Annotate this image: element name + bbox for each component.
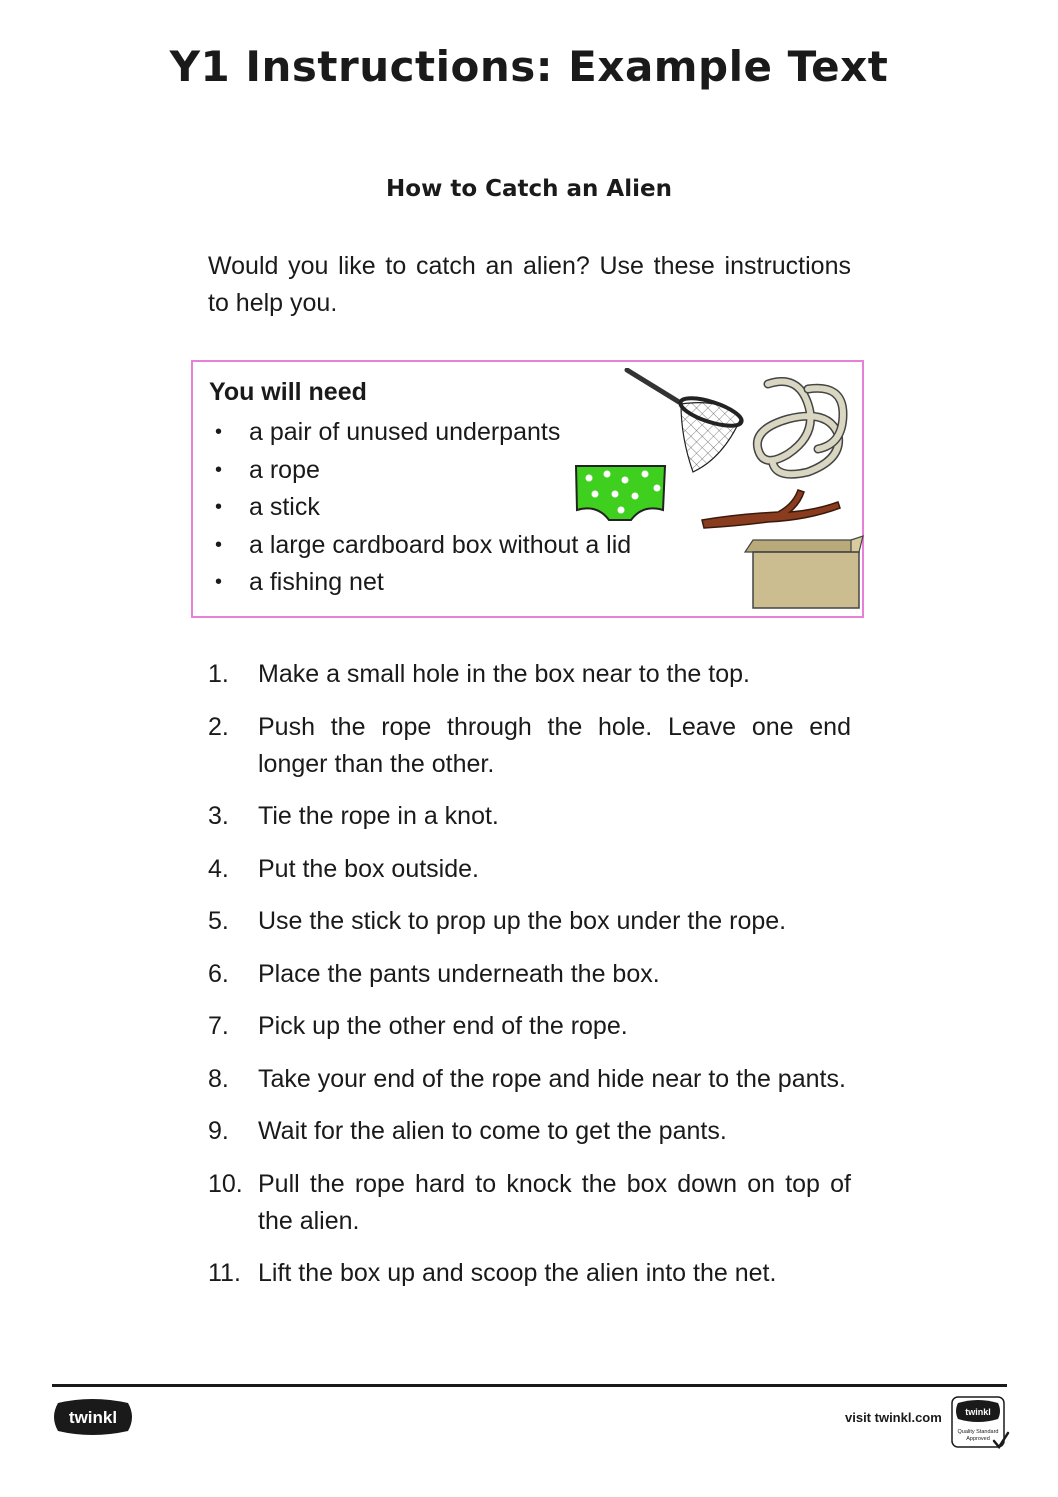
- list-item: 11. Lift the box up and scoop the alien into the net.: [208, 1259, 777, 1287]
- stick-illustration: [698, 486, 843, 531]
- list-item: 3. Tie the rope in a knot.: [208, 802, 499, 830]
- you-will-need-box: [191, 360, 864, 618]
- list-item: • a stick: [215, 493, 320, 521]
- list-item: 10. Pull the rope hard to knock the box down on top of the alien.: [208, 1169, 851, 1235]
- rope-illustration: [748, 374, 853, 484]
- svg-text:twinkl: twinkl: [68, 1408, 118, 1427]
- list-item: 8. Take your end of the rope and hide near to the pants.: [208, 1064, 846, 1093]
- list-item: 1. Make a small hole in the box near to the top.: [208, 660, 750, 688]
- svg-text:Quality Standard: Quality Standard: [957, 1429, 999, 1435]
- list-item: • a large cardboard box without a lid: [215, 530, 632, 559]
- list-item: • a rope: [215, 455, 320, 484]
- list-item: 4. Put the box outside.: [208, 854, 479, 883]
- intro-paragraph: Would you like to catch an alien? Use these instructions to help you.: [208, 252, 851, 317]
- list-item: 5. Use the stick to prop up the box under the rope.: [208, 907, 787, 935]
- svg-text:Approved: Approved: [966, 1436, 990, 1442]
- list-item: 7. Pick up the other end of the rope.: [208, 1012, 628, 1040]
- needs-list: [209, 414, 631, 602]
- list-item: • a fishing net: [215, 568, 384, 596]
- list-item: • a pair of unused underpants: [215, 418, 561, 446]
- svg-text:twinkl: twinkl: [965, 1407, 991, 1417]
- instruction-steps: [208, 656, 851, 1308]
- quality-standard-badge: [950, 1395, 1010, 1451]
- page-subtitle: How to Catch an Alien: [386, 176, 672, 202]
- list-item: 9. Wait for the alien to come to get the pants.: [208, 1117, 727, 1145]
- cardboard-box-illustration: [741, 534, 866, 614]
- list-item: 2. Push the rope through the hole. Leave one end longer than the other.: [208, 712, 851, 778]
- footer-divider: [52, 1384, 1007, 1387]
- underpants-illustration: [573, 462, 668, 522]
- page-title: Y1 Instructions: Example Text: [169, 42, 889, 91]
- twinkl-logo[interactable]: [52, 1397, 134, 1437]
- list-item: 6. Place the pants underneath the box.: [208, 959, 660, 988]
- visit-link[interactable]: visit twinkl.com: [845, 1410, 942, 1425]
- needs-heading: You will need: [209, 378, 367, 406]
